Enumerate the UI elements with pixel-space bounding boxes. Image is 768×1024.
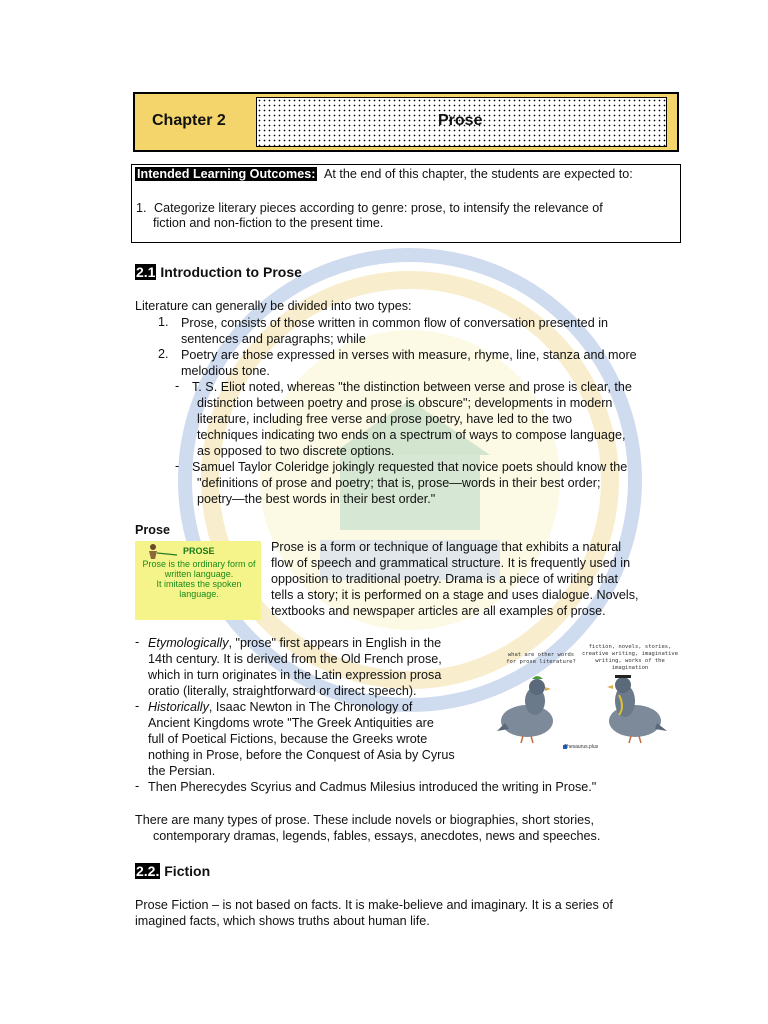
prose-card-text [141, 559, 257, 599]
historical-line: nothing in Prose, before the Conquest of Asia by Cyrus [148, 748, 455, 762]
prose-types-line-2: contemporary dramas, legends, fables, essays, anecdotes, news and speeches. [153, 829, 601, 843]
coleridge-line: "definitions of prose and poetry; that is, prose—words in their best order; [197, 476, 601, 490]
pigeon-answer-text: fiction, novels, stories, creative writing, imaginative writing, works of the imagination [581, 644, 679, 671]
etymology-line [148, 635, 484, 651]
pigeon-left [497, 676, 553, 743]
prose-def-line: tells a story; it is performed on a stage and uses dialogue. Novels, [271, 588, 639, 602]
coleridge-line: poetry—the best words in their best order." [197, 492, 436, 506]
chapter-label: Chapter 2 [152, 112, 226, 129]
bullet-dash: - [135, 779, 140, 793]
eliot-line: literature, including free verse and prose poetry, have led to the two [197, 412, 572, 426]
eliot-line: T. S. Eliot noted, whereas "the distinction between verse and prose is clear, the [192, 380, 632, 394]
bullet-dash: - [135, 699, 140, 713]
learning-outcomes-intro: At the end of this chapter, the students are expected to: [324, 167, 633, 181]
historical-line: Ancient Kingdoms wrote "The Greek Antiquities are [148, 716, 434, 730]
historical-term: Historically [148, 700, 209, 714]
intro-lead: Literature can generally be divided into two types: [135, 299, 412, 313]
section-number: 2.2. [136, 863, 160, 879]
chapter-title: Prose [438, 112, 483, 129]
eliot-line: as opposed to two discrete options. [197, 444, 395, 458]
etymology-text: , "prose" first appears in English in the [228, 636, 442, 650]
eliot-line: techniques indicating two ends on a spectrum of ways to compose language, [197, 428, 626, 442]
type-prose-line-2: sentences and paragraphs; while [181, 332, 366, 346]
pigeon-question-text: what are other words for prose literature? [506, 652, 576, 665]
etymology-line: 14th century. It is derived from the Old French prose, [148, 652, 442, 666]
bullet-dash: - [175, 379, 180, 393]
prose-def-line: opposition to traditional poetry. Drama is a piece of writing that [271, 572, 618, 586]
prose-def-line: Prose is a form or technique of language that exhibits a natural [271, 540, 622, 554]
eliot-line: distinction between poetry and prose is obscure"; developments in modern [197, 396, 613, 410]
section-heading-fiction [135, 863, 210, 879]
section-title: Fiction [164, 863, 211, 879]
outcome-number: 1. [136, 201, 147, 215]
historical-line: the Persian. [148, 764, 216, 778]
coleridge-line: Samuel Taylor Coleridge jokingly requested that novice poets should know the [192, 460, 628, 474]
etymology-term: Etymologically [148, 636, 229, 650]
section-number: 2.1 [136, 264, 156, 280]
outcome-text-line-2: fiction and non-fiction to the present time. [153, 216, 384, 230]
prose-subheading: Prose [135, 523, 171, 537]
prose-definition-card [135, 541, 261, 620]
prose-types-line-1: There are many types of prose. These include novels or biographies, short stories, [135, 813, 594, 827]
etymology-line: oratio (literally, straightforward or direct speech). [148, 684, 417, 698]
pherecydes-line: Then Pherecydes Scyrius and Cadmus Milesius introduced the writing in Prose." [148, 780, 597, 794]
section-heading-intro [135, 264, 302, 280]
prose-card-line-2: It imitates the spoken language. [156, 579, 242, 599]
list-number: 2. [158, 347, 169, 361]
type-prose-line-1: Prose, consists of those written in common flow of conversation presented in [181, 316, 608, 330]
historical-line: full of Poetical Fictions, because the Greeks wrote [148, 732, 428, 746]
bullet-dash: - [175, 459, 180, 473]
prose-card-line-1: Prose is the ordinary form of written language. [142, 559, 256, 579]
historical-line [148, 699, 484, 715]
outcome-text-line-1: Categorize literary pieces according to genre: prose, to intensify the relevance of [154, 201, 603, 215]
learning-outcomes-tag: Intended Learning Outcomes: [137, 167, 316, 181]
fiction-line-1: Prose Fiction – is not based on facts. It is make-believe and imaginary. It is a series of [135, 898, 613, 912]
fiction-line-2: imagined facts, which shows truths about human life. [135, 914, 430, 928]
etymology-line: which in turn originates in the Latin expression prosa [148, 668, 442, 682]
prose-def-line: textbooks and newspaper articles are all examples of prose. [271, 604, 606, 618]
historical-text: , Isaac Newton in The Chronology of [208, 700, 413, 714]
list-number: 1. [158, 315, 169, 329]
pigeon-right [607, 675, 667, 743]
pigeon-caption: Thesaurus.plus [564, 744, 599, 750]
bullet-dash: - [135, 635, 140, 649]
type-poetry-line-2: melodious tone. [181, 364, 270, 378]
type-poetry-line-1: Poetry are those expressed in verses with measure, rhyme, line, stanza and more [181, 348, 637, 362]
learning-outcome-item [136, 200, 677, 216]
section-title: Introduction to Prose [160, 264, 302, 280]
prose-card-title: PROSE [183, 546, 215, 556]
prose-def-line: flow of speech and grammatical structure. It is frequently used in [271, 556, 631, 570]
